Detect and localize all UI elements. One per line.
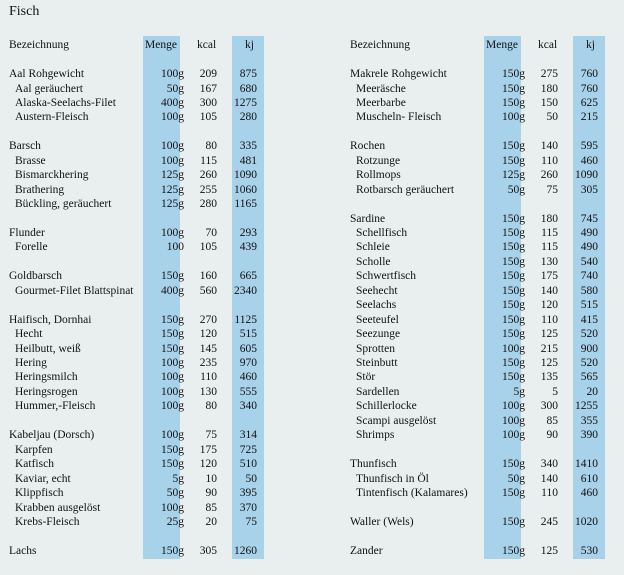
table-row xyxy=(350,327,610,341)
kj-value: 215 xyxy=(580,111,598,124)
food-name: Barsch xyxy=(9,140,41,153)
table-row xyxy=(9,399,269,413)
food-name: Aal geräuchert xyxy=(15,82,84,95)
kj-value: 1165 xyxy=(234,198,257,210)
table-row xyxy=(9,67,269,81)
kcal-value: 20 xyxy=(205,516,217,528)
kcal-value: 115 xyxy=(541,241,558,254)
food-name: Sprotten xyxy=(356,342,395,355)
menge-value: 50g xyxy=(166,487,184,499)
menge-value: 50g xyxy=(166,82,184,95)
table-row xyxy=(9,515,269,529)
kj-value: 540 xyxy=(580,255,598,268)
menge-value: 150g xyxy=(502,82,525,95)
food-name: Krebs-Fleisch xyxy=(15,516,80,528)
menge-value: 100g xyxy=(502,429,525,442)
kcal-value: 300 xyxy=(540,400,558,413)
table-row xyxy=(9,183,269,197)
kj-value: 520 xyxy=(580,357,598,369)
kcal-value: 105 xyxy=(199,241,217,254)
kcal-value: 120 xyxy=(199,458,217,471)
menge-value: 100g xyxy=(161,400,184,413)
table-row xyxy=(350,269,610,283)
menge-value: 125g xyxy=(161,169,184,182)
kcal-value: 245 xyxy=(540,516,558,528)
menge-value: 100g xyxy=(161,371,184,384)
kj-value: 439 xyxy=(239,241,257,254)
table-row xyxy=(9,472,269,486)
kcal-value: 275 xyxy=(540,68,558,80)
food-name: Kabeljau (Dorsch) xyxy=(9,429,95,442)
menge-value: 150g xyxy=(161,443,184,456)
table-row xyxy=(9,457,269,471)
header-bezeichnung: Bezeichnung xyxy=(350,39,411,51)
table-row xyxy=(9,110,269,124)
menge-value: 100g xyxy=(502,342,525,355)
table-row xyxy=(350,183,610,197)
food-name: Thunfisch xyxy=(350,458,397,471)
kj-value: 740 xyxy=(580,270,598,283)
table-row xyxy=(9,82,269,96)
food-name: Alaska-Seelachs-Filet xyxy=(15,96,116,109)
kcal-value: 110 xyxy=(541,487,558,499)
food-name: Waller (Wels) xyxy=(350,516,414,528)
food-name: Hecht xyxy=(15,328,43,341)
kj-value: 1410 xyxy=(575,458,598,471)
kcal-value: 130 xyxy=(540,255,558,268)
menge-value: 100g xyxy=(161,226,184,239)
kcal-value: 180 xyxy=(540,82,558,95)
page-title: Fisch xyxy=(9,4,40,19)
food-name: Seeteufel xyxy=(356,313,399,326)
table-row xyxy=(9,284,269,298)
kj-value: 2340 xyxy=(234,284,257,297)
food-name: Heringsrogen xyxy=(15,385,78,398)
table-row xyxy=(9,443,269,457)
kcal-value: 260 xyxy=(199,169,217,182)
kj-value: 1255 xyxy=(575,400,598,413)
menge-value: 150g xyxy=(502,154,525,167)
kj-value: 515 xyxy=(239,328,257,341)
kj-value: 314 xyxy=(239,429,257,442)
food-name: Brasse xyxy=(15,154,46,167)
food-name: Meeräsche xyxy=(356,82,406,95)
header-menge: Menge xyxy=(486,39,518,51)
header-kj: kj xyxy=(245,39,254,51)
kj-value: 520 xyxy=(580,328,598,341)
food-name: Austern-Fleisch xyxy=(15,111,89,124)
food-name: Meerbarbe xyxy=(356,96,406,109)
kj-value: 565 xyxy=(580,371,598,384)
kj-value: 490 xyxy=(580,226,598,239)
table-row xyxy=(9,96,269,110)
table-row xyxy=(350,139,610,153)
kj-value: 280 xyxy=(239,111,257,124)
menge-value: 150g xyxy=(502,371,525,384)
kcal-value: 150 xyxy=(540,96,558,109)
menge-value: 100g xyxy=(502,414,525,427)
kj-value: 305 xyxy=(580,183,598,196)
header-kcal: kcal xyxy=(197,39,217,51)
table-row xyxy=(350,544,610,558)
kj-value: 355 xyxy=(580,414,598,427)
table-row xyxy=(9,342,269,356)
kcal-value: 140 xyxy=(540,284,558,297)
kj-value: 1125 xyxy=(234,313,257,326)
food-name: Lachs xyxy=(9,544,37,557)
menge-value: 150g xyxy=(502,313,525,326)
kcal-value: 140 xyxy=(540,140,558,153)
table-row xyxy=(350,356,610,370)
kj-value: 605 xyxy=(239,342,257,355)
kj-value: 460 xyxy=(580,487,598,499)
kj-value: 555 xyxy=(239,385,257,398)
menge-value: 150g xyxy=(502,96,525,109)
menge-value: 150g xyxy=(502,544,525,557)
menge-value: 150g xyxy=(502,241,525,254)
table-row xyxy=(350,226,610,240)
food-name: Schellfisch xyxy=(356,226,408,239)
kcal-value: 90 xyxy=(205,487,217,499)
menge-value: 100g xyxy=(161,111,184,124)
menge-value: 150g xyxy=(502,458,525,471)
kj-value: 481 xyxy=(239,154,257,167)
table-row xyxy=(9,168,269,182)
table-row xyxy=(350,457,610,471)
food-name: Stör xyxy=(356,371,376,384)
menge-value: 100g xyxy=(502,111,525,124)
kcal-value: 167 xyxy=(199,82,217,95)
table-row xyxy=(350,399,610,413)
kj-value: 515 xyxy=(580,299,598,312)
menge-value: 150g xyxy=(161,458,184,471)
kj-value: 595 xyxy=(580,140,598,153)
kj-value: 340 xyxy=(239,400,257,413)
food-name: Rotzunge xyxy=(356,154,401,167)
food-name: Heringsmilch xyxy=(15,371,78,384)
kcal-value: 305 xyxy=(199,544,217,557)
menge-value: 150g xyxy=(502,140,525,153)
kcal-value: 90 xyxy=(546,429,558,442)
kj-value: 1020 xyxy=(575,516,598,528)
menge-value: 100g xyxy=(161,385,184,398)
header-kj: kj xyxy=(586,39,595,51)
table-row xyxy=(350,486,610,500)
menge-value: 150g xyxy=(161,544,184,557)
header-bezeichnung: Bezeichnung xyxy=(9,39,70,51)
menge-value: 100g xyxy=(502,400,525,413)
kj-value: 680 xyxy=(239,82,257,95)
table-row xyxy=(350,385,610,399)
food-name: Rotbarsch geräuchert xyxy=(356,183,455,196)
menge-value: 125g xyxy=(502,169,525,182)
food-name: Flunder xyxy=(9,226,45,239)
kj-value: 745 xyxy=(580,212,598,225)
kj-value: 610 xyxy=(580,472,598,485)
table-row xyxy=(350,67,610,81)
table-row xyxy=(350,110,610,124)
menge-value: 150g xyxy=(502,357,525,369)
food-name: Tintenfisch (Kalamares) xyxy=(356,487,468,499)
menge-value: 150g xyxy=(502,255,525,268)
kcal-value: 110 xyxy=(541,313,558,326)
food-name: Bückling, geräuchert xyxy=(15,198,112,210)
kj-value: 725 xyxy=(239,443,257,456)
kcal-value: 120 xyxy=(540,299,558,312)
table-row xyxy=(9,385,269,399)
kcal-value: 50 xyxy=(546,111,558,124)
kcal-value: 120 xyxy=(199,328,217,341)
food-name: Goldbarsch xyxy=(9,270,63,283)
kcal-value: 560 xyxy=(199,284,217,297)
food-name: Forelle xyxy=(15,241,48,254)
menge-value: 5g xyxy=(513,385,525,398)
food-name: Karpfen xyxy=(15,443,53,456)
kcal-value: 125 xyxy=(540,328,558,341)
food-name: Sardine xyxy=(350,212,386,225)
menge-value: 150g xyxy=(502,299,525,312)
food-name: Aal Rohgewicht xyxy=(9,68,85,80)
menge-value: 400g xyxy=(161,284,184,297)
table-row xyxy=(9,154,269,168)
kcal-value: 209 xyxy=(199,68,217,80)
kj-value: 415 xyxy=(580,313,598,326)
kcal-value: 175 xyxy=(199,443,217,456)
food-name: Bismarckhering xyxy=(15,169,89,182)
menge-value: 150g xyxy=(502,270,525,283)
kcal-value: 75 xyxy=(205,429,217,442)
kj-value: 530 xyxy=(580,544,598,557)
menge-value: 150g xyxy=(161,313,184,326)
menge-value: 5g xyxy=(172,472,184,485)
kj-value: 580 xyxy=(580,284,598,297)
kcal-value: 5 xyxy=(552,385,558,398)
table-row xyxy=(9,240,269,254)
kcal-value: 175 xyxy=(540,270,558,283)
kcal-value: 105 xyxy=(199,111,217,124)
kj-value: 665 xyxy=(239,270,257,283)
kcal-value: 215 xyxy=(540,342,558,355)
food-name: Krabben ausgelöst xyxy=(15,501,101,514)
table-row xyxy=(9,428,269,442)
table-row xyxy=(350,370,610,384)
food-name: Schleie xyxy=(356,241,390,254)
menge-value: 150g xyxy=(502,284,525,297)
table-row xyxy=(350,284,610,298)
food-name: Brathering xyxy=(15,183,65,196)
table-row xyxy=(350,255,610,269)
table-row xyxy=(350,96,610,110)
kcal-value: 260 xyxy=(540,169,558,182)
kcal-value: 80 xyxy=(205,140,217,153)
kj-value: 510 xyxy=(239,458,257,471)
kcal-value: 340 xyxy=(540,458,558,471)
kcal-value: 110 xyxy=(541,154,558,167)
menge-value: 100 xyxy=(166,241,184,254)
food-name: Makrele Rohgewicht xyxy=(350,68,447,80)
kj-value: 390 xyxy=(580,429,598,442)
kj-value: 1260 xyxy=(234,544,257,557)
menge-value: 50g xyxy=(507,472,525,485)
kcal-value: 135 xyxy=(540,371,558,384)
kj-value: 1060 xyxy=(234,183,257,196)
kj-value: 875 xyxy=(239,68,257,80)
kj-value: 625 xyxy=(580,96,598,109)
table-row xyxy=(350,515,610,529)
table-row xyxy=(350,168,610,182)
kj-value: 760 xyxy=(580,82,598,95)
table-row xyxy=(350,298,610,312)
menge-value: 150g xyxy=(502,68,525,80)
food-name: Kaviar, echt xyxy=(15,472,71,485)
header-kcal: kcal xyxy=(538,39,558,51)
kcal-value: 115 xyxy=(200,154,217,167)
food-name: Rochen xyxy=(350,140,386,153)
kj-value: 293 xyxy=(239,226,257,239)
table-row xyxy=(350,154,610,168)
header-menge: Menge xyxy=(145,39,177,51)
kj-value: 460 xyxy=(239,371,257,384)
kcal-value: 75 xyxy=(546,183,558,196)
food-name: Gourmet-Filet Blattspinat xyxy=(15,284,134,297)
menge-value: 100g xyxy=(161,154,184,167)
kj-value: 50 xyxy=(245,472,257,485)
food-name: Scholle xyxy=(356,255,391,268)
kcal-value: 160 xyxy=(199,270,217,283)
food-name: Haifisch, Dornhai xyxy=(9,313,92,326)
left-header-row xyxy=(9,38,269,52)
menge-value: 100g xyxy=(161,140,184,153)
menge-value: 150g xyxy=(502,328,525,341)
kcal-value: 125 xyxy=(540,357,558,369)
table-row xyxy=(9,269,269,283)
menge-value: 400g xyxy=(161,96,184,109)
kj-value: 970 xyxy=(239,357,257,369)
right-header-row xyxy=(350,38,610,52)
kcal-value: 180 xyxy=(540,212,558,225)
kcal-value: 85 xyxy=(205,501,217,514)
food-name: Klippfisch xyxy=(15,487,64,499)
table-row xyxy=(350,240,610,254)
menge-value: 125g xyxy=(161,183,184,196)
menge-value: 150g xyxy=(502,212,525,225)
food-name: Rollmops xyxy=(356,169,401,182)
food-name: Shrimps xyxy=(356,429,395,442)
kcal-value: 280 xyxy=(199,198,217,210)
kj-value: 335 xyxy=(239,140,257,153)
menge-value: 25g xyxy=(166,516,184,528)
table-row xyxy=(9,486,269,500)
kj-value: 370 xyxy=(239,501,257,514)
kcal-value: 10 xyxy=(205,472,217,485)
kcal-value: 140 xyxy=(540,472,558,485)
menge-value: 100g xyxy=(161,501,184,514)
kcal-value: 255 xyxy=(199,183,217,196)
kcal-value: 300 xyxy=(199,96,217,109)
menge-value: 150g xyxy=(161,342,184,355)
food-name: Schillerlocke xyxy=(356,400,417,413)
kcal-value: 110 xyxy=(200,371,217,384)
kcal-value: 80 xyxy=(205,400,217,413)
table-row xyxy=(350,472,610,486)
kj-value: 460 xyxy=(580,154,598,167)
table-row xyxy=(350,212,610,226)
table-row xyxy=(9,501,269,515)
table-row xyxy=(350,82,610,96)
menge-value: 50g xyxy=(507,183,525,196)
menge-value: 150g xyxy=(161,270,184,283)
table-row xyxy=(350,428,610,442)
kcal-value: 130 xyxy=(199,385,217,398)
kj-value: 1090 xyxy=(234,169,257,182)
kcal-value: 70 xyxy=(205,226,217,239)
kj-value: 1090 xyxy=(575,169,598,182)
food-name: Katfisch xyxy=(15,458,54,471)
food-name: Seezunge xyxy=(356,328,401,341)
table-row xyxy=(350,313,610,327)
kj-value: 1275 xyxy=(234,96,257,109)
kj-value: 490 xyxy=(580,241,598,254)
food-name: Muscheln- Fleisch xyxy=(356,111,442,124)
table-row xyxy=(9,197,269,211)
table-row xyxy=(9,544,269,558)
kcal-value: 85 xyxy=(546,414,558,427)
food-name: Sardellen xyxy=(356,385,400,398)
table-row xyxy=(350,342,610,356)
food-name: Seehecht xyxy=(356,284,398,297)
food-name: Hummer,-Fleisch xyxy=(15,400,96,413)
table-row xyxy=(9,356,269,370)
kj-value: 900 xyxy=(580,342,598,355)
table-row xyxy=(9,313,269,327)
kj-value: 395 xyxy=(239,487,257,499)
kcal-value: 115 xyxy=(541,226,558,239)
menge-value: 100g xyxy=(161,357,184,369)
table-row xyxy=(9,226,269,240)
menge-value: 150g xyxy=(502,487,525,499)
food-name: Hering xyxy=(15,357,47,369)
menge-value: 150g xyxy=(502,516,525,528)
food-name: Steinbutt xyxy=(356,357,398,369)
table-row xyxy=(350,414,610,428)
food-name: Thunfisch in Öl xyxy=(356,472,429,485)
menge-value: 125g xyxy=(161,198,184,210)
kcal-value: 235 xyxy=(199,357,217,369)
kj-value: 75 xyxy=(245,516,257,528)
food-name: Zander xyxy=(350,544,383,557)
kj-value: 760 xyxy=(580,68,598,80)
table-row xyxy=(9,327,269,341)
table-row xyxy=(9,370,269,384)
kcal-value: 125 xyxy=(540,544,558,557)
menge-value: 100g xyxy=(161,68,184,80)
food-name: Heilbutt, weiß xyxy=(15,342,81,355)
menge-value: 150g xyxy=(502,226,525,239)
food-name: Seelachs xyxy=(356,299,397,312)
kcal-value: 270 xyxy=(199,313,217,326)
food-name: Scampi ausgelöst xyxy=(356,414,437,427)
menge-value: 150g xyxy=(161,328,184,341)
food-name: Schwertfisch xyxy=(356,270,417,283)
kj-value: 20 xyxy=(586,385,598,398)
table-row xyxy=(9,139,269,153)
kcal-value: 145 xyxy=(199,342,217,355)
menge-value: 100g xyxy=(161,429,184,442)
